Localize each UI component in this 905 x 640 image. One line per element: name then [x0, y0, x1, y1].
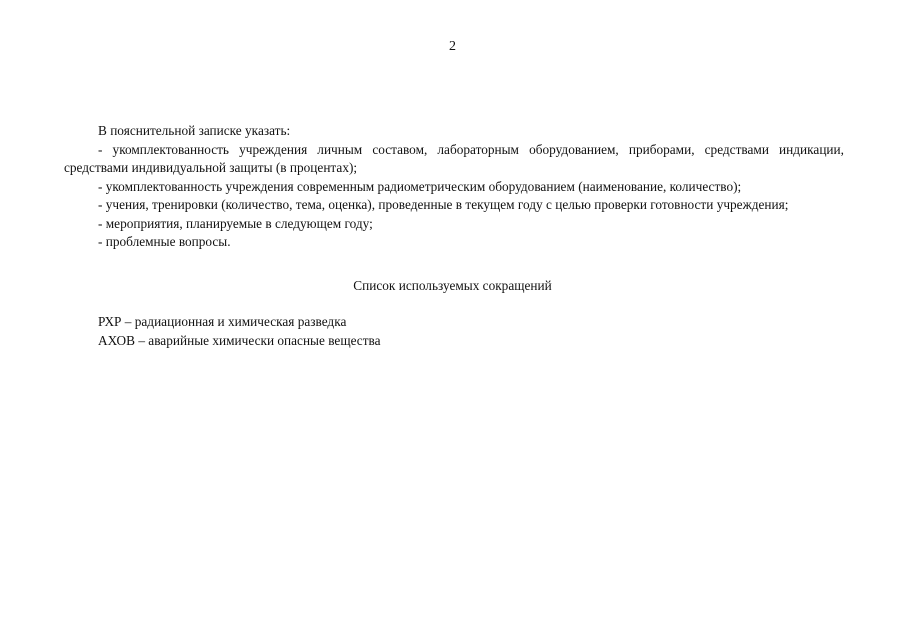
explanatory-note-section	[64, 122, 844, 252]
abbreviation-item: РХР – радиационная и химическая разведка	[98, 314, 347, 329]
abbreviation-item: АХОВ – аварийные химически опасные вещества	[98, 332, 381, 348]
notes-item: - учения, тренировки (количество, тема, оценка), проведенные в текущем году с целью проверки готовности учреждения;	[98, 197, 789, 212]
abbreviations-heading: Список используемых сокращений	[353, 278, 552, 293]
notes-item: - проблемные вопросы.	[98, 234, 231, 249]
notes-item: - укомплектованность учреждения современным радиометрическим оборудованием (наименование, количество);	[98, 178, 742, 194]
notes-item: - мероприятия, планируемые в следующем году;	[98, 215, 373, 231]
notes-item: - укомплектованность учреждения личным составом, лабораторным оборудованием, приборами, средствами индикации, средствами индивидуальной защиты (в процентах);	[64, 141, 844, 175]
notes-intro: В пояснительной записке указать:	[98, 123, 291, 138]
abbreviations-list	[64, 313, 844, 350]
page-number: 2	[449, 39, 456, 54]
